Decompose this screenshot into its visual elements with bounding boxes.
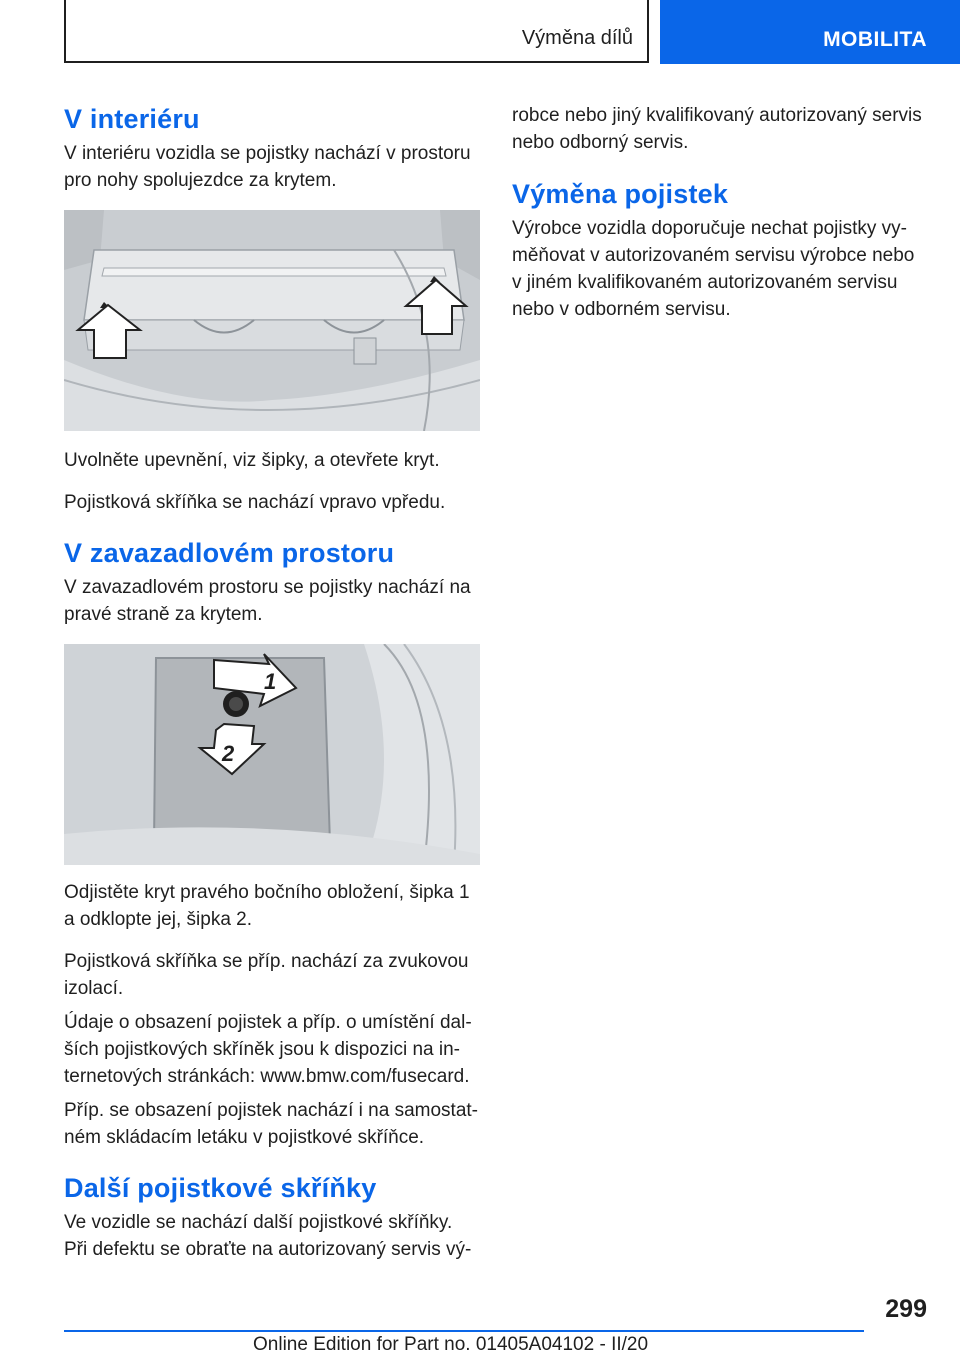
page-number: 299 <box>885 1295 927 1323</box>
heading-trunk: V zavazadlovém prostoru <box>64 538 395 568</box>
footer-edition: Online Edition for Part no. 01405A04102 - II/20 <box>253 1334 649 1355</box>
left-column <box>64 100 480 1263</box>
right-column <box>512 100 928 323</box>
arrow-1-label: 1 <box>264 669 277 694</box>
paragraph-data: Údaje o obsazení pojistek a příp. o umístění dalších pojistkových skříněk jsou k dispozici na internetových stránkách: www.bmw.com/fusecard. <box>64 1012 472 1087</box>
paragraph-leaflet: Příp. se obsazení pojistek nachází i na samostatném skládacím letáku v pojistkové skříňce. <box>64 1100 478 1148</box>
heading-interior: V interiéru <box>64 104 200 134</box>
interior-fuse-cover-figure <box>64 210 480 431</box>
paragraph-box-front: Pojistková skříňka se nachází vpravo vpředu. <box>64 492 446 513</box>
heading-replace: Výměna pojistek <box>512 179 729 209</box>
heading-other-boxes: Další pojistkové skříňky <box>64 1173 377 1203</box>
trunk-fuse-cover-figure <box>64 644 480 865</box>
paragraph-continue: robce nebo jiný kvalifikovaný autorizovaný servis nebo odborný servis. <box>512 105 922 153</box>
trunk-fuse-cover-illustration <box>64 644 480 865</box>
paragraph-trunk: V zavazadlovém prostoru se pojistky nachází na pravé straně za krytem. <box>64 577 471 625</box>
paragraph-unlock: Odjistěte kryt pravého bočního obložení, šipka 1 a odklopte jej, šipka 2. <box>64 882 470 930</box>
paragraph-insulation: Pojistková skříňka se příp. nachází za zvukovou izolací. <box>64 951 469 999</box>
chapter-tab: MOBILITA <box>660 0 960 64</box>
paragraph-release: Uvolněte upevnění, viz šipky, a otevřete kryt. <box>64 450 440 471</box>
paragraph-interior: V interiéru vozidla se pojistky nachází v prostoru pro nohy spolujezdce za krytem. <box>64 143 471 191</box>
arrow-2-label: 2 <box>222 741 235 766</box>
paragraph-other-boxes: Ve vozidle se nachází další pojistkové skříňky. Při defektu se obraťte na autorizovaný servis vý- <box>64 1212 472 1260</box>
interior-fuse-cover-illustration <box>64 210 480 431</box>
footer-divider <box>64 1330 864 1332</box>
section-title: Výměna dílů <box>521 27 633 49</box>
header-section-box <box>64 0 649 63</box>
paragraph-replace: Výrobce vozidla doporučuje nechat pojistky vyměňovat v autorizovaném servisu výrobce nebo v jiném kvalifikovaném autorizovaném servisu nebo v odborném servisu. <box>512 218 915 320</box>
